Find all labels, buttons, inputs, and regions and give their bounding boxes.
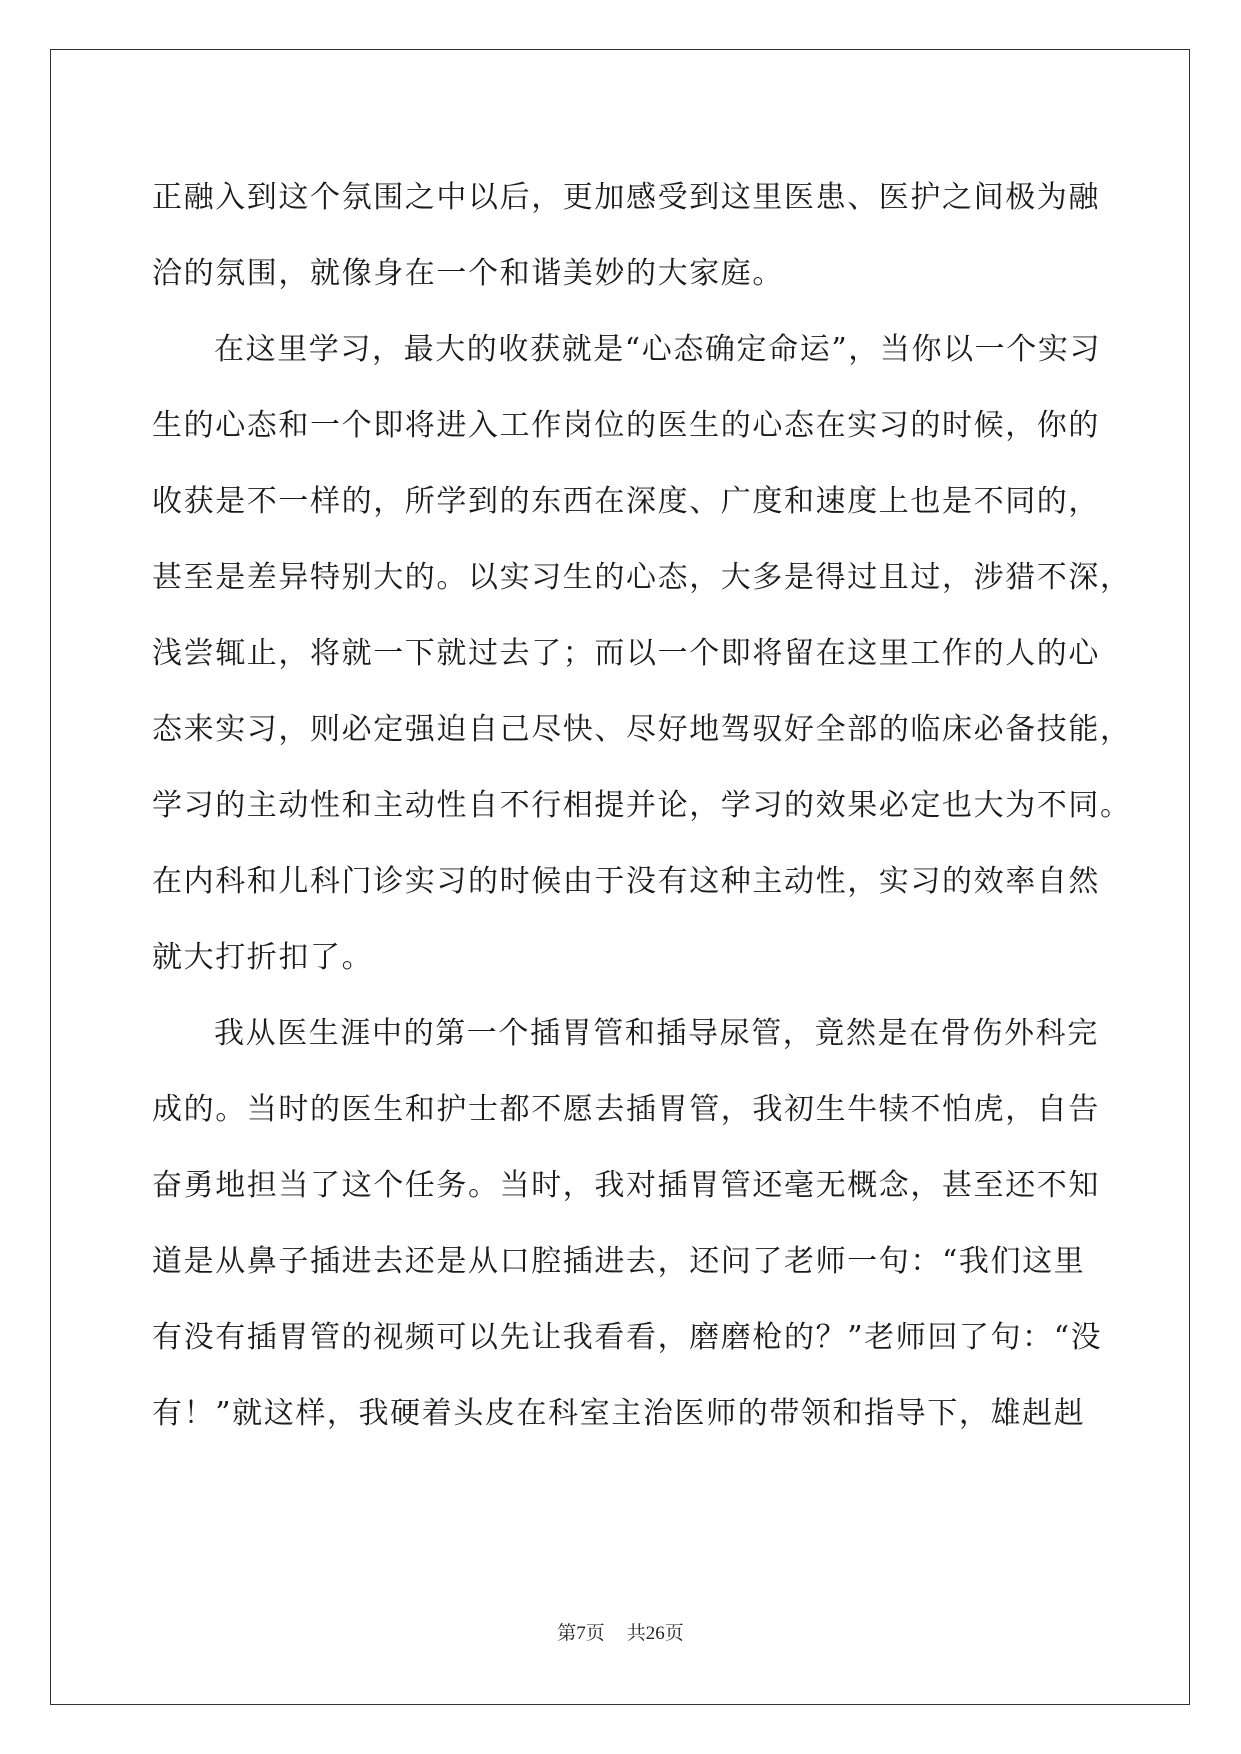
total-pages: 共26页: [626, 1623, 684, 1644]
page-number: 第7页: [557, 1623, 605, 1644]
document-body: [152, 160, 1132, 1452]
text-line: 甚至是差异特别大的。以实习生的心态，大多是得过且过，涉猎不深，: [152, 560, 1132, 595]
text-line: 道是从鼻子插进去还是从口腔插进去，还问了老师一句：“我们这里: [152, 1244, 1086, 1279]
text-line: 浅尝辄止，将就一下就过去了；而以一个即将留在这里工作的人的心: [152, 636, 1100, 671]
text-line: 收获是不一样的，所学到的东西在深度、广度和速度上也是不同的，: [152, 484, 1100, 519]
text-line: 生的心态和一个即将进入工作岗位的医生的心态在实习的时候，你的: [152, 408, 1100, 443]
text-line: 有没有插胃管的视频可以先让我看看，磨磨枪的？”老师回了句：“没: [152, 1320, 1103, 1355]
text-line: 洽的氛围，就像身在一个和谐美妙的大家庭。: [152, 256, 784, 291]
text-line: 奋勇地担当了这个任务。当时，我对插胃管还毫无概念，甚至还不知: [152, 1168, 1100, 1203]
text-line: 态来实习，则必定强迫自己尽快、尽好地驾驭好全部的临床必备技能，: [152, 712, 1132, 747]
page-footer: [0, 1618, 1241, 1645]
text-line: 在内科和儿科门诊实习的时候由于没有这种主动性，实习的效率自然: [152, 864, 1100, 899]
text-line: 学习的主动性和主动性自不行相提并论，学习的效果必定也大为不同。: [152, 788, 1132, 823]
text-line: 就大打折扣了。: [152, 940, 374, 975]
paragraph-first-line: 在这里学习，最大的收获就是“心态确定命运”，当你以一个实习: [214, 332, 1102, 367]
text-line: 正融入到这个氛围之中以后，更加感受到这里医患、医护之间极为融: [152, 180, 1100, 215]
text-line: 有！”就这样，我硬着头皮在科室主治医师的带领和指导下，雄赳赳: [152, 1396, 1086, 1431]
paragraph-first-line: 我从医生涯中的第一个插胃管和插导尿管，竟然是在骨伤外科完: [214, 1016, 1099, 1051]
text-line: 成的。当时的医生和护士都不愿去插胃管，我初生牛犊不怕虎，自告: [152, 1092, 1100, 1127]
